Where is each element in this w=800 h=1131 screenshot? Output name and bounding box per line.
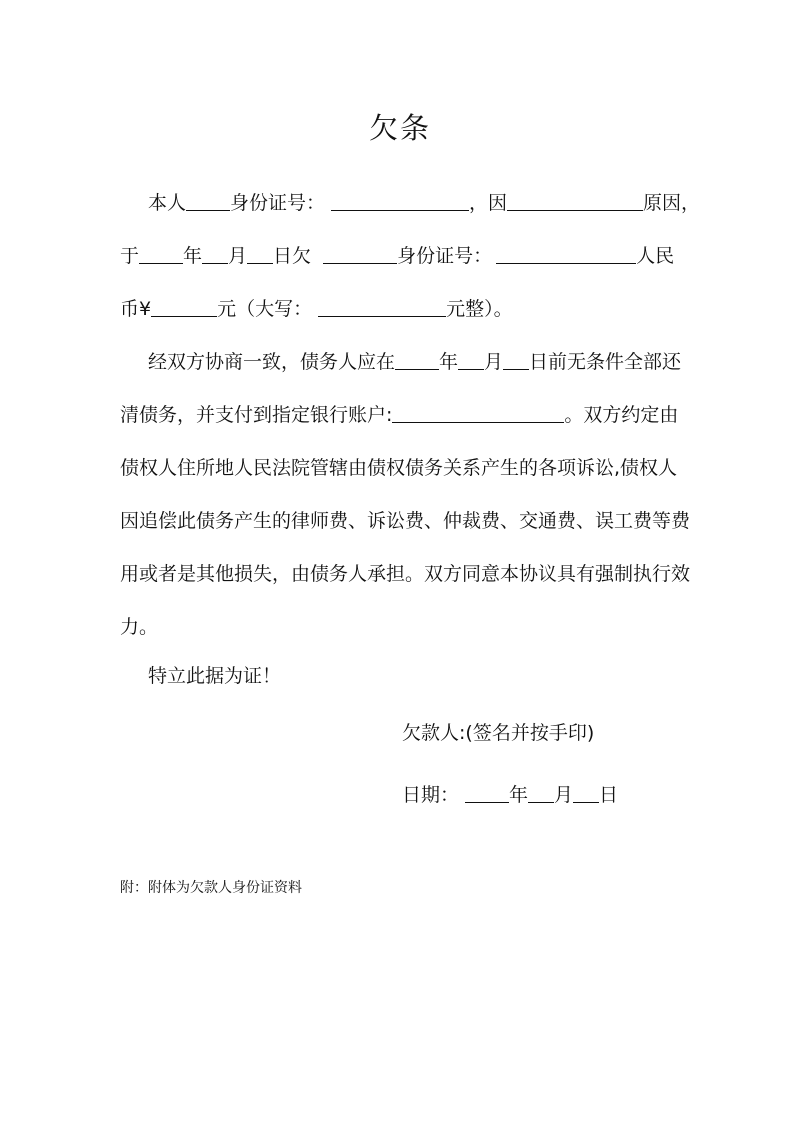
closing-statement: 特立此据为证！ [148,665,282,687]
text-p4-nian: 年 [439,351,459,373]
bank-account-blank[interactable] [392,400,564,423]
repay-day-blank[interactable] [503,347,529,370]
text-date-nian: 年 [509,784,529,806]
attachment-note: 附：附体为欠款人身份证资料 [120,880,302,896]
text-date-yue: 月 [554,784,574,806]
reason-blank[interactable] [507,188,643,211]
text-nian: 年 [183,245,203,267]
repay-month-blank[interactable] [458,347,484,370]
text-yu: 于 [120,245,140,267]
text-idno-label: 身份证号： [230,192,326,214]
text-reason: 原因， [643,192,701,214]
text-yuanzheng: 元整）。 [446,298,513,320]
paragraph-line-7: 因追偿此债务产生的律师费、诉讼费、仲裁费、交通费、误工费等费 [120,510,691,532]
amount-blank[interactable] [151,294,217,317]
paragraph-line-6: 债权人住所地人民法院管辖由债权债务关系产生的各项诉讼,债权人 [120,457,678,479]
paragraph-line-9: 力。 [120,616,159,638]
paragraph-line-8: 用或者是其他损失，由债务人承担。双方同意本协议具有强制执行效 [120,563,691,585]
text-p4-end: 日前无条件全部还 [529,351,682,373]
paragraph-line-3 [120,294,513,324]
sign-year-blank[interactable] [465,780,509,803]
paragraph-line-2 [120,241,674,271]
sign-day-blank[interactable] [573,780,599,803]
text-idno-label-2: 身份证号： [397,245,493,267]
text-p4-start: 经双方协商一致，债务人应在 [148,351,396,373]
signature-date-line [402,780,618,810]
text-ri-qian: 日欠 [273,245,312,267]
sign-month-blank[interactable] [528,780,554,803]
text-date-ri: 日 [599,784,619,806]
text-bi: 币¥ [120,298,152,320]
text-renmin: 人民 [636,245,675,267]
paragraph-line-5 [120,400,678,430]
creditor-id-blank[interactable] [496,241,636,264]
text-p4-yue: 月 [484,351,504,373]
text-date-label: 日期： [402,784,460,806]
debtor-id-blank[interactable] [331,188,469,211]
loan-day-blank[interactable] [247,241,273,264]
loan-year-blank[interactable] [139,241,183,264]
debtor-name-blank[interactable] [186,188,230,211]
paragraph-line-1 [148,188,700,218]
document-title: 欠条 [368,111,431,145]
loan-month-blank[interactable] [202,241,228,264]
creditor-name-blank[interactable] [323,241,397,264]
text-p5-start: 清债务，并支付到指定银行账户: [120,404,393,426]
text-yin: ，因 [469,192,508,214]
debtor-signature-label: 欠款人:(签名并按手印) [402,722,595,744]
text-benren: 本人 [148,192,187,214]
amount-uppercase-blank[interactable] [318,294,446,317]
text-p5-end: 。双方约定由 [564,404,679,426]
text-yue: 月 [228,245,248,267]
paragraph-line-4 [148,347,681,377]
repay-year-blank[interactable] [395,347,439,370]
text-yuan-daxie: 元（大写： [217,298,313,320]
